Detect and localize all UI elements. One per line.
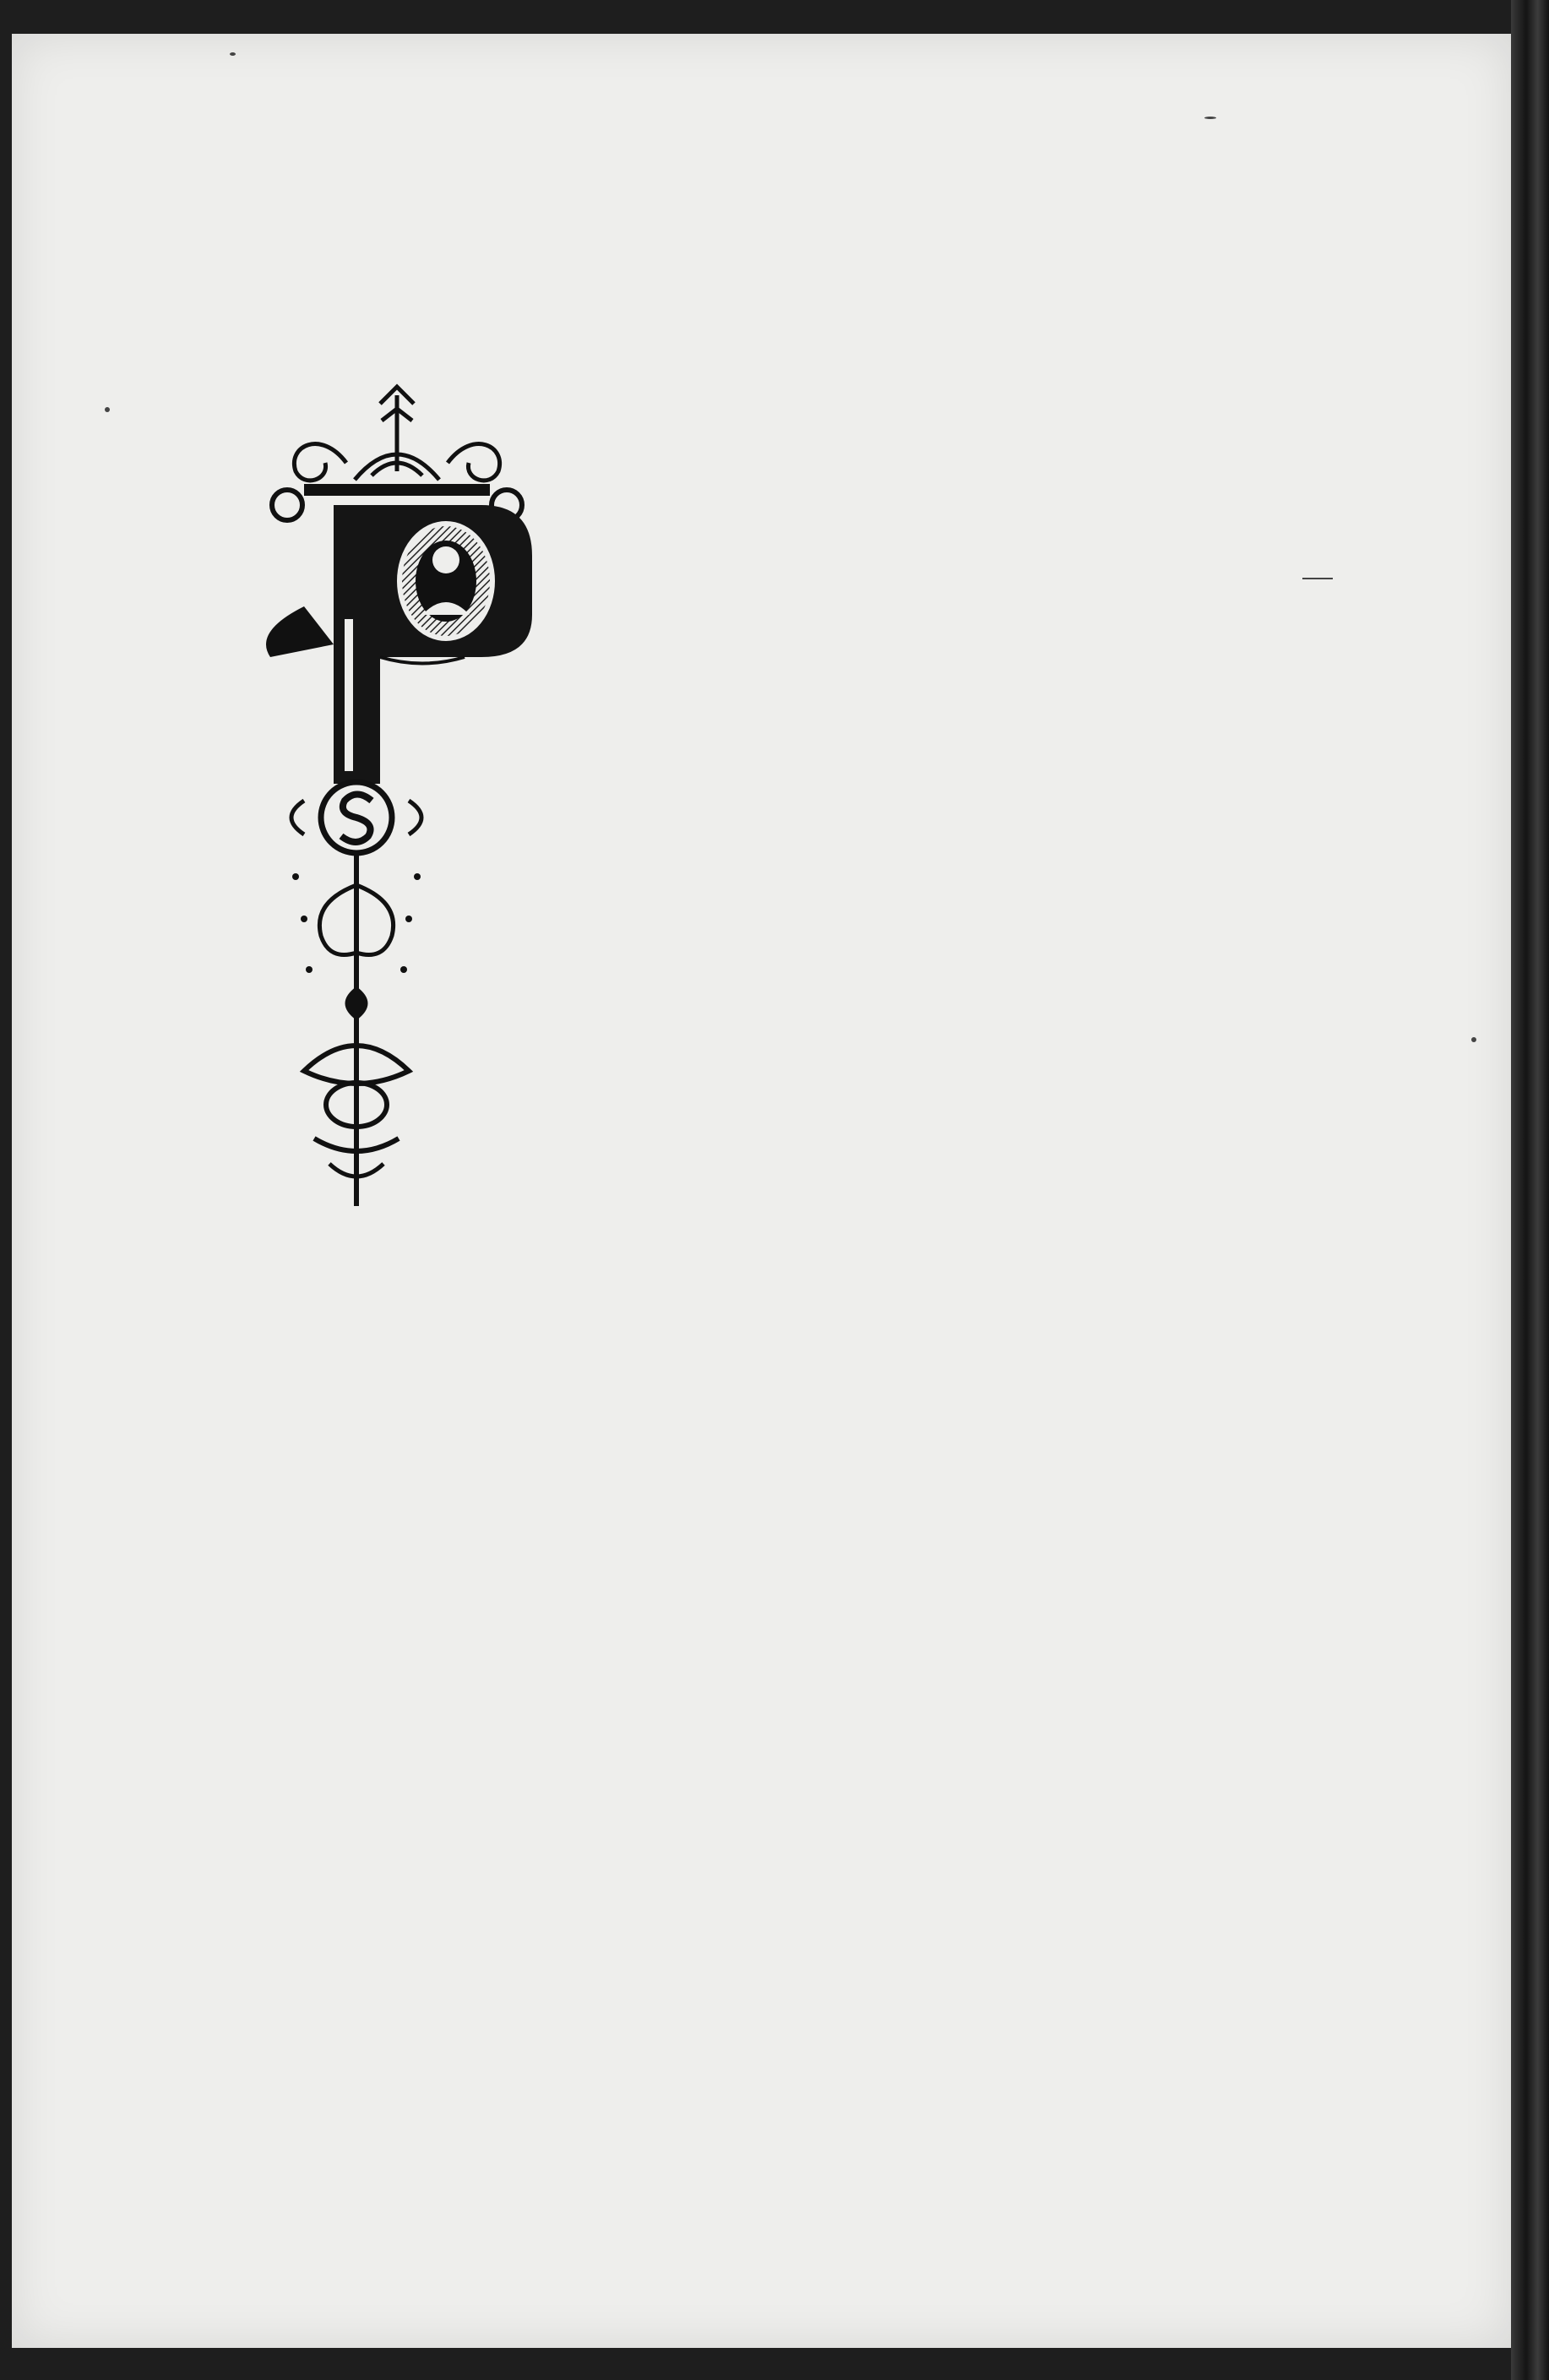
scan-speck	[1302, 578, 1333, 579]
section-separator	[726, 2061, 895, 2111]
book-page	[12, 34, 1511, 2348]
ornamental-initial-letter	[253, 378, 557, 1219]
page-binding-edge	[1511, 0, 1549, 2380]
crown-ornament	[294, 387, 499, 481]
scan-speck	[105, 407, 110, 412]
scan-speck	[230, 52, 236, 56]
scan-speck	[1471, 1037, 1476, 1042]
scan-speck	[1204, 117, 1216, 119]
